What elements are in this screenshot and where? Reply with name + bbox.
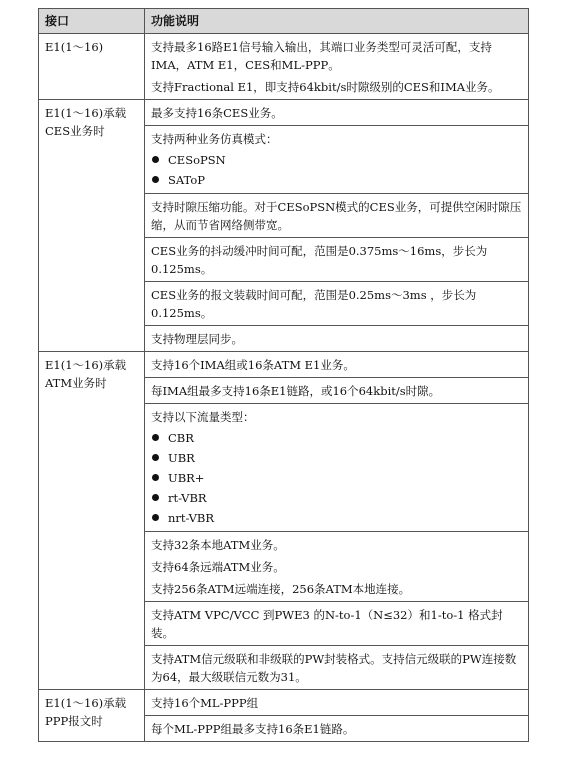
header-interface: 接口 — [39, 9, 145, 34]
description-cell — [145, 532, 529, 602]
interface-cell: E1(1～16)承载ATM业务时 — [39, 352, 145, 690]
table-row — [39, 34, 529, 100]
bullet-icon — [152, 474, 159, 481]
description-cell — [145, 282, 529, 326]
description-line: 支持16个IMA组或16条ATM E1业务。 — [151, 358, 355, 372]
bullet-icon — [152, 514, 159, 521]
bullet-item — [151, 488, 522, 508]
description-cell — [145, 100, 529, 126]
bullet-list — [151, 150, 522, 190]
bullet-item — [151, 468, 522, 488]
bullet-text: UBR+ — [168, 471, 205, 485]
bullet-list — [151, 428, 522, 528]
description-line: 每个ML-PPP组最多支持16条E1链路。 — [151, 722, 355, 736]
description-line: 支持64条远端ATM业务。 — [151, 560, 285, 574]
description-cell — [145, 716, 529, 742]
header-row — [39, 9, 529, 34]
bullet-text: UBR — [168, 451, 195, 465]
description-cell — [145, 690, 529, 716]
description-line: CES业务的报文装载时间可配，范围是0.25ms～3ms ，步长为0.125ms。 — [151, 288, 477, 320]
table-row — [39, 352, 529, 378]
interface-cell: E1(1～16) — [39, 34, 145, 100]
header-description: 功能说明 — [145, 9, 529, 34]
bullet-item — [151, 428, 522, 448]
description-line: 支持最多16路E1信号输入输出，其端口业务类型可灵活可配，支持IMA，ATM E1，CES和ML-PPP。 — [151, 40, 492, 72]
table-row — [39, 100, 529, 126]
bullet-icon — [152, 176, 159, 183]
description-cell — [145, 646, 529, 690]
description-cell — [145, 378, 529, 404]
interface-cell: E1(1～16)承载CES业务时 — [39, 100, 145, 352]
bullet-text: nrt-VBR — [168, 511, 214, 525]
description-line: 支持32条本地ATM业务。 — [151, 538, 285, 552]
interface-cell: E1(1～16)承载PPP报文时 — [39, 690, 145, 742]
description-line: 支持物理层同步。 — [151, 332, 243, 346]
description-line: 支持ATM VPC/VCC 到PWE3 的N-to-1（N≤32）和1-to-1 格式封装。 — [151, 608, 503, 640]
table-row — [39, 690, 529, 716]
bullet-item — [151, 170, 522, 190]
description-line: 支持16个ML-PPP组 — [151, 696, 259, 710]
description-cell — [145, 238, 529, 282]
description-line: 每IMA组最多支持16条E1链路，或16个64kbit/s时隙。 — [151, 384, 441, 398]
spec-table — [38, 8, 529, 742]
description-cell — [145, 194, 529, 238]
description-line: 支持Fractional E1，即支持64kbit/s时隙级别的CES和IMA业务。 — [151, 80, 500, 94]
description-cell — [145, 602, 529, 646]
description-cell — [145, 34, 529, 100]
bullet-icon — [152, 156, 159, 163]
bullet-text: rt-VBR — [168, 491, 207, 505]
bullet-icon — [152, 454, 159, 461]
description-line: 支持以下流量类型： — [151, 410, 255, 424]
bullet-item — [151, 150, 522, 170]
description-cell — [145, 326, 529, 352]
description-line: 支持ATM信元级联和非级联的PW封装格式。支持信元级联的PW连接数为64，最大级联信元数为31。 — [151, 652, 517, 684]
bullet-icon — [152, 434, 159, 441]
description-line: 支持256条ATM远端连接，256条ATM本地连接。 — [151, 582, 411, 596]
bullet-text: CESoPSN — [168, 153, 226, 167]
description-cell — [145, 126, 529, 194]
bullet-icon — [152, 494, 159, 501]
description-line: CES业务的抖动缓冲时间可配，范围是0.375ms～16ms，步长为0.125ms。 — [151, 244, 488, 276]
table-body — [39, 34, 529, 742]
bullet-item — [151, 448, 522, 468]
description-line: 支持时隙压缩功能。对于CESoPSN模式的CES业务，可提供空闲时隙压缩，从而节省网络侧带宽。 — [151, 200, 522, 232]
bullet-text: CBR — [168, 431, 194, 445]
bullet-item — [151, 508, 522, 528]
description-line: 支持两种业务仿真模式： — [151, 132, 278, 146]
description-line: 最多支持16条CES业务。 — [151, 106, 283, 120]
description-cell — [145, 352, 529, 378]
description-cell — [145, 404, 529, 532]
bullet-text: SAToP — [168, 173, 205, 187]
